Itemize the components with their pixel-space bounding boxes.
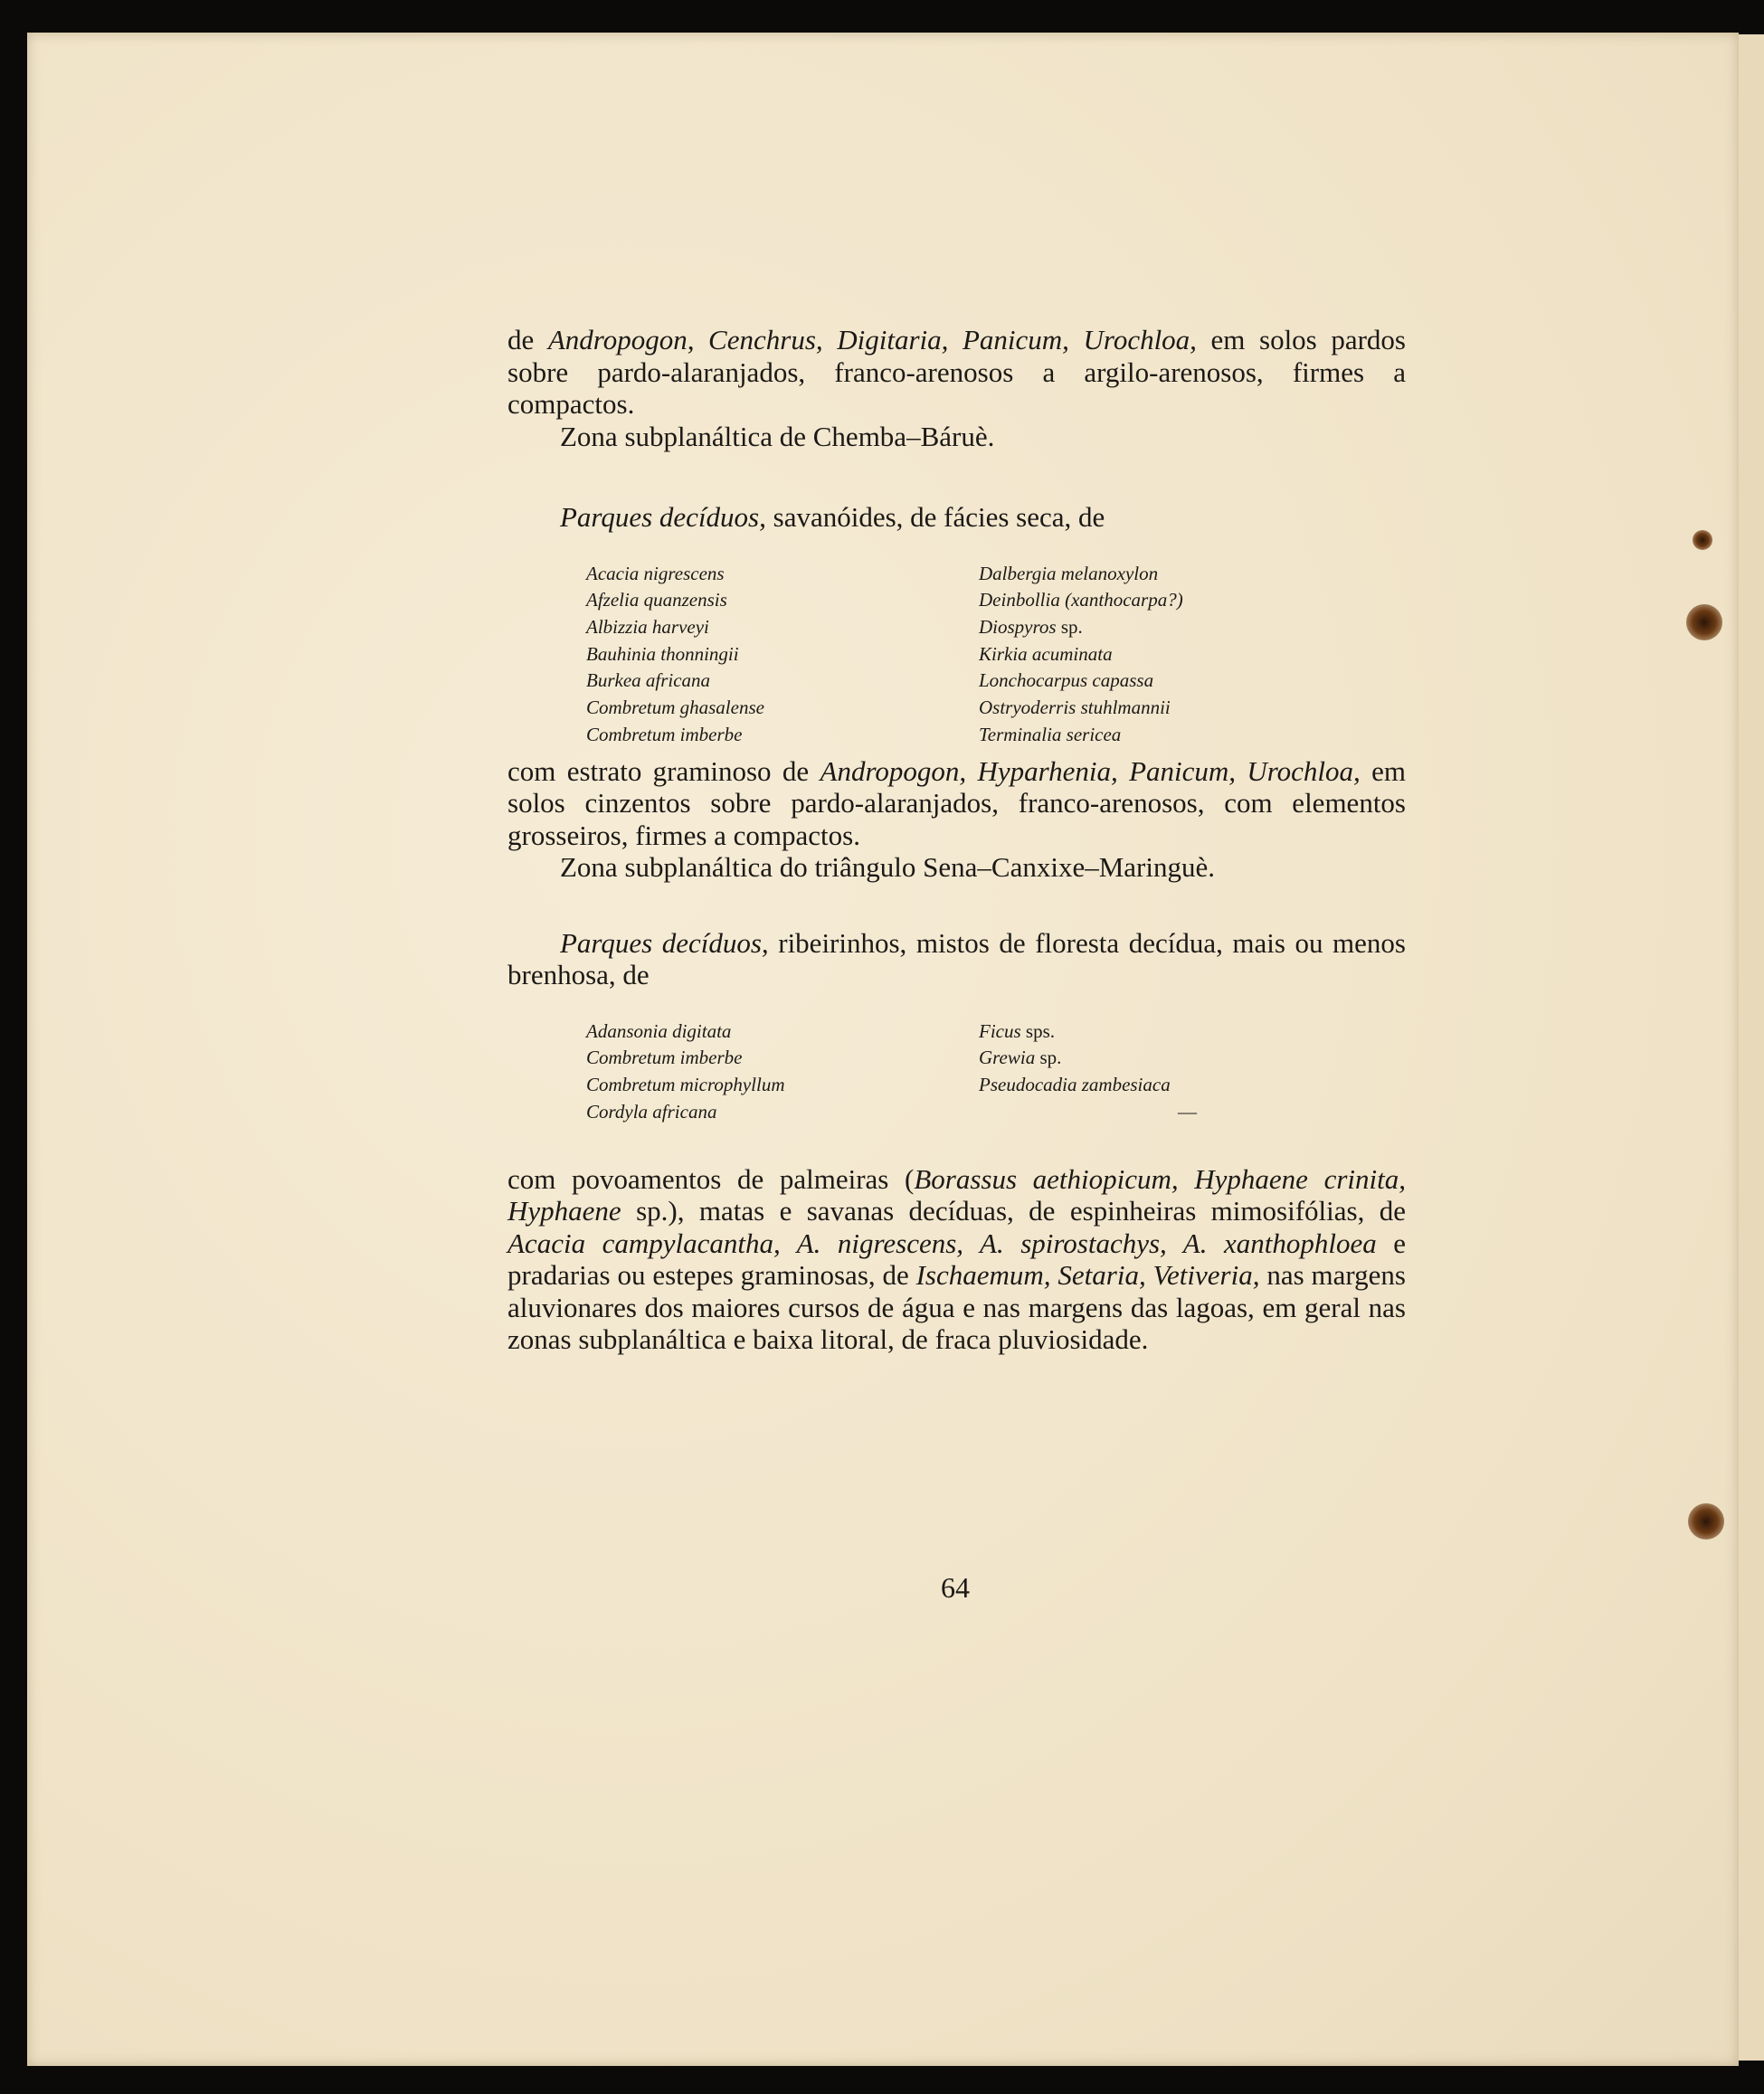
species-name: Adansonia digitata <box>586 1019 732 1042</box>
species-list <box>507 1019 1406 1123</box>
species-name: Ostryoderris stuhlmannii <box>979 696 1171 719</box>
em-dash: — <box>1178 1100 1197 1123</box>
zone-line: Zona subplanáltica do triângulo Sena–Canxixe–Maringuè. <box>560 851 1216 883</box>
species-name: Combretum imberbe <box>586 723 743 745</box>
species-name: Cordyla africana <box>586 1100 717 1123</box>
species-name: Combretum microphyllum <box>586 1073 785 1095</box>
paragraph: com povoamentos de palmeiras (Borassus aethiopicum, Hyphaene crinita, Hyphaene sp.), matas e savanas decíduas, de espinheiras mimosifólias, de Acacia campylacantha, A. nigrescens, A. spirostachys, A. xanthophloea e pradarias ou estepes graminosas, de Ischaemum, Setaria, Vetiveria, nas margens aluvionares dos maiores cursos de água e nas margens das lagoas, em geral nas zonas subplanáltica e baixa litoral, de fraca pluviosidade. <box>507 1162 1406 1355</box>
species-name: Acacia nigrescens <box>586 562 725 584</box>
species-name: Combretum ghasalense <box>586 696 764 719</box>
species-name: Grewia sp. <box>979 1047 1062 1069</box>
body-text <box>507 324 1406 1356</box>
species-name: Ficus sps. <box>979 1019 1056 1042</box>
species-name: Combretum imberbe <box>586 1047 743 1069</box>
zone-line: Zona subplanáltica de Chemba–Báruè. <box>560 420 995 452</box>
species-name: Pseudocadia zambesiaca <box>979 1073 1171 1095</box>
stain-spot <box>1688 1503 1724 1540</box>
species-name: Burkea africana <box>586 669 711 692</box>
species-name: Afzelia quanzensis <box>586 589 727 611</box>
species-name: Lonchocarpus capassa <box>979 669 1154 692</box>
stain-spot <box>1686 604 1722 640</box>
species-name: Bauhinia thonningii <box>586 642 739 665</box>
section-heading: Parques decíduos, savanóides, de fácies seca, de <box>560 501 1105 533</box>
species-name: Diospyros sp. <box>979 615 1083 638</box>
paragraph: com estrato graminoso de Andropogon, Hyparhenia, Panicum, Urochloa, em solos cinzentos sobre pardo-alaranjados, franco-arenosos, com elementos grosseiros, firmes a compactos. <box>507 754 1406 851</box>
species-name: Kirkia acuminata <box>979 642 1113 665</box>
adjacent-page-edge <box>1739 34 1764 2061</box>
species-name: Albizzia harveyi <box>586 615 709 638</box>
species-name: Dalbergia melanoxylon <box>979 562 1159 584</box>
section-heading: Parques decíduos, ribeirinhos, mistos de floresta decídua, mais ou menos brenhosa, de <box>507 926 1406 990</box>
species-list <box>507 561 1406 745</box>
species-name: Deinbollia (xanthocarpa?) <box>979 589 1183 611</box>
paragraph: de Andropogon, Cenchrus, Digitaria, Panicum, Urochloa, em solos pardos sobre pardo-alaranjados, franco-arenosos a argilo-arenosos, firmes a compactos. <box>507 324 1406 420</box>
page-number: 64 <box>941 1571 970 1604</box>
species-name: Terminalia sericea <box>979 723 1122 745</box>
stain-spot <box>1693 530 1712 550</box>
